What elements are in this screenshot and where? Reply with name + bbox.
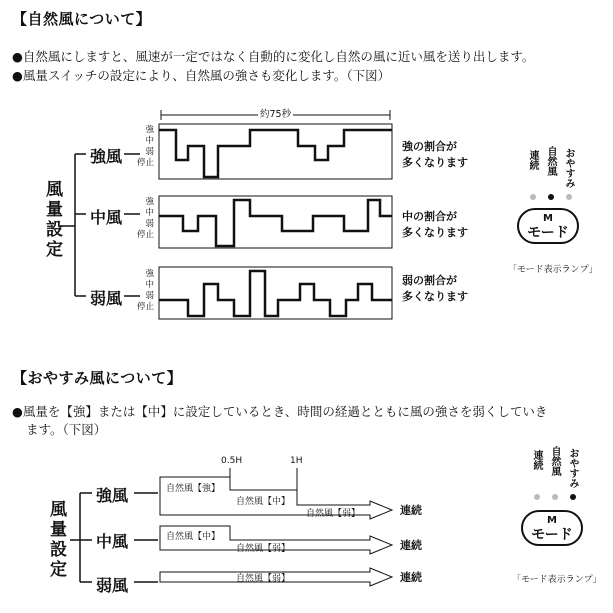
- desc-strong: 強の割合が 多くなります: [402, 140, 468, 169]
- sleep-level-weak: 弱風: [96, 576, 129, 595]
- desc-weak: 弱の割合が 多くなります: [402, 274, 468, 303]
- row-bracket-2: [70, 493, 158, 582]
- stage-strong-3: 自然風【弱】: [306, 509, 361, 519]
- sleep-level-strong: 強風: [96, 486, 129, 505]
- setting-label-2: 風量設定: [46, 500, 66, 580]
- lamp2-label-sleep: おやすみ: [567, 448, 578, 488]
- level-weak-label: 弱風: [90, 289, 123, 308]
- lamp1-label-sleep: おやすみ: [563, 148, 574, 188]
- sleep-level-medium: 中風: [96, 532, 129, 551]
- desc-medium: 中の割合が 多くなります: [402, 210, 468, 239]
- end-medium: 連続: [400, 539, 422, 552]
- section2-line2: ます。（下図）: [26, 422, 107, 437]
- lamp2-dot-natural: [552, 494, 558, 500]
- section1-line2: ●風量スイッチの設定により、自然風の強さも変化します。（下図）: [12, 68, 391, 83]
- duration-label: 約75秒: [258, 106, 293, 120]
- lamp2-dot-sleep: [570, 494, 576, 500]
- section1-title: 【自然風について】: [12, 10, 152, 28]
- lamp1-label-continuous: 連続: [527, 150, 538, 170]
- level-medium-label: 中風: [90, 208, 123, 227]
- axis-labels-medium: 強 中 弱 停止: [136, 197, 154, 240]
- section2-title: 【おやすみ風について】: [12, 369, 183, 387]
- time-label-one: 1H: [290, 456, 303, 466]
- level-strong-label: 強風: [90, 147, 123, 166]
- stage-strong-2: 自然風【中】: [236, 497, 291, 507]
- setting-label-1: 風量設定: [42, 180, 62, 260]
- axis-labels-weak: 強 中 弱 停止: [136, 269, 154, 312]
- section1-line1: ●自然風にしますと、風速が一定ではなく自動的に変化し自然の風に近い風を送り出します。: [12, 49, 535, 64]
- stage-strong-1: 自然風【強】: [166, 484, 221, 494]
- stage-weak-1: 自然風【弱】: [236, 574, 291, 584]
- lamp1-caption: 「モード表示ランプ」: [508, 265, 598, 275]
- lamp1-label-natural: 自然風: [545, 146, 556, 176]
- lamp2-label-natural: 自然風: [549, 446, 560, 476]
- section2-line1: ●風量を【強】または【中】に設定しているとき、時間の経過とともに風の強さを弱くしていき: [12, 404, 548, 419]
- lamp2-dot-continuous: [534, 494, 540, 500]
- end-strong: 連続: [400, 504, 422, 517]
- mode-button-1[interactable]: M モード: [517, 208, 579, 244]
- lamp2-label-continuous: 連続: [531, 450, 542, 470]
- stage-medium-1: 自然風【中】: [166, 532, 221, 542]
- axis-labels-strong: 強 中 弱 停止: [136, 125, 154, 168]
- mode-button-2[interactable]: M モード: [521, 510, 583, 546]
- time-label-half: 0.5H: [221, 456, 243, 466]
- end-weak: 連続: [400, 571, 422, 584]
- stage-medium-2: 自然風【弱】: [236, 544, 291, 554]
- lamp2-caption: 「モード表示ランプ」: [512, 575, 602, 585]
